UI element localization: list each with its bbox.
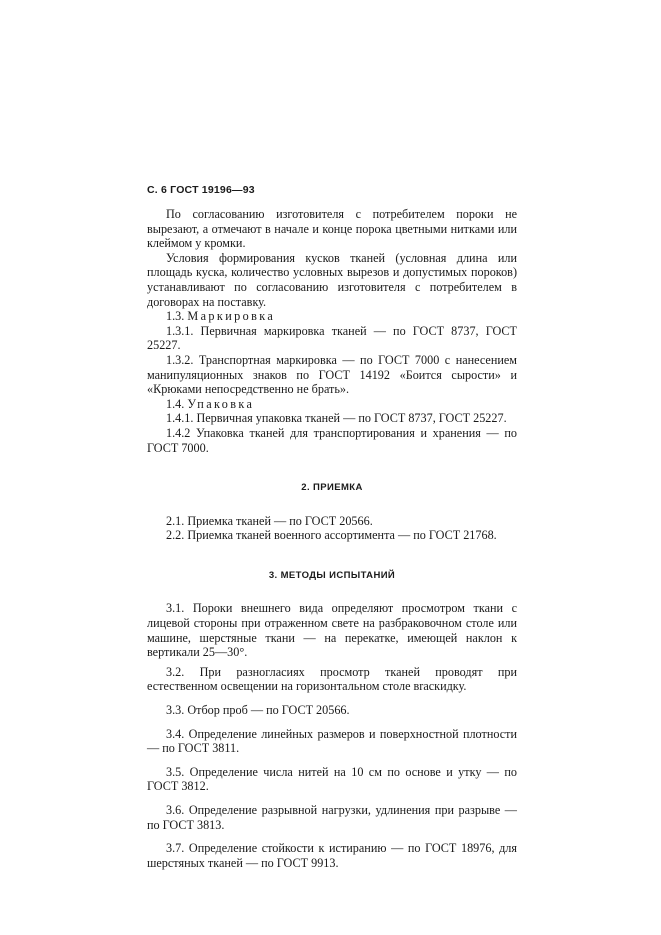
marking-item-2: 1.3.2. Транспортная маркировка — по ГОСТ 7000 с нанесением манипуляционных знаков по ГОСТ 14192 «Боится сырости» и «Крюками непосредственно не брать». — [147, 352, 517, 397]
marking-item-1: 1.3.1. Первичная маркировка тканей — по ГОСТ 8737, ГОСТ 25227. — [147, 323, 517, 353]
section-methods-title: 3. МЕТОДЫ ИСПЫТАНИЙ — [268, 569, 396, 581]
methods-item-5: 3.5. Определение числа нитей на 10 см по основе и утку — по ГОСТ 3812. — [147, 764, 517, 794]
page-header: С. 6 ГОСТ 19196—93 — [147, 184, 255, 196]
methods-item-3: 3.3. Отбор проб — по ГОСТ 20566. — [166, 703, 350, 718]
packing-title: Упаковка — [187, 396, 255, 411]
methods-item-2: 3.2. При разногласиях просмотр тканей проводят при естественном освещении на горизонтальном столе вraскидку. — [147, 664, 517, 694]
acceptance-item-1: 2.1. Приемка тканей — по ГОСТ 20566. — [166, 513, 373, 528]
intro-paragraph-2: Условия формирования кусков тканей (условная длина или площадь куска, количество условных вырезов и допустимых пороков) устанавливают по согласованию изготовителя с потребителем в договорах на поставку. — [147, 250, 517, 309]
acceptance-item-2: 2.2. Приемка тканей военного ассортимента — по ГОСТ 21768. — [166, 528, 497, 543]
packing-heading — [147, 397, 517, 412]
marking-number: 1.3. — [166, 309, 185, 324]
packing-item-1: 1.4.1. Первичная упаковка тканей — по ГОСТ 8737, ГОСТ 25227. — [166, 411, 507, 426]
intro-paragraph-1: По согласованию изготовителя с потребителем пороки не вырезают, а отмечают в начале и конце порока цветными нитками или клеймом у кромки. — [147, 207, 517, 251]
marking-heading — [147, 309, 517, 324]
methods-item-1: 3.1. Пороки внешнего вида определяют просмотром ткани с лицевой стороны при отраженном свете на разбраковочном столе или машине, шерстяные ткани — на перекатке, имеющей наклон к вертикали 25—30°. — [147, 601, 517, 660]
methods-item-4: 3.4. Определение линейных размеров и поверхностной плотности — по ГОСТ 3811. — [147, 726, 517, 756]
document-body — [147, 207, 517, 870]
methods-item-6: 3.6. Определение разрывной нагрузки, удлинения при разрыве — по ГОСТ 3813. — [147, 803, 517, 832]
packing-item-2: 1.4.2 Упаковка тканей для транспортирования и хранения — по ГОСТ 7000. — [147, 425, 517, 455]
methods-item-7: 3.7. Определение стойкости к истиранию — по ГОСТ 18976, для шерстяных тканей — по ГОСТ 9913. — [147, 841, 517, 870]
marking-title: Маркировка — [187, 309, 276, 324]
section-acceptance-title: 2. ПРИЕМКА — [301, 482, 363, 494]
packing-number: 1.4. — [166, 396, 185, 411]
